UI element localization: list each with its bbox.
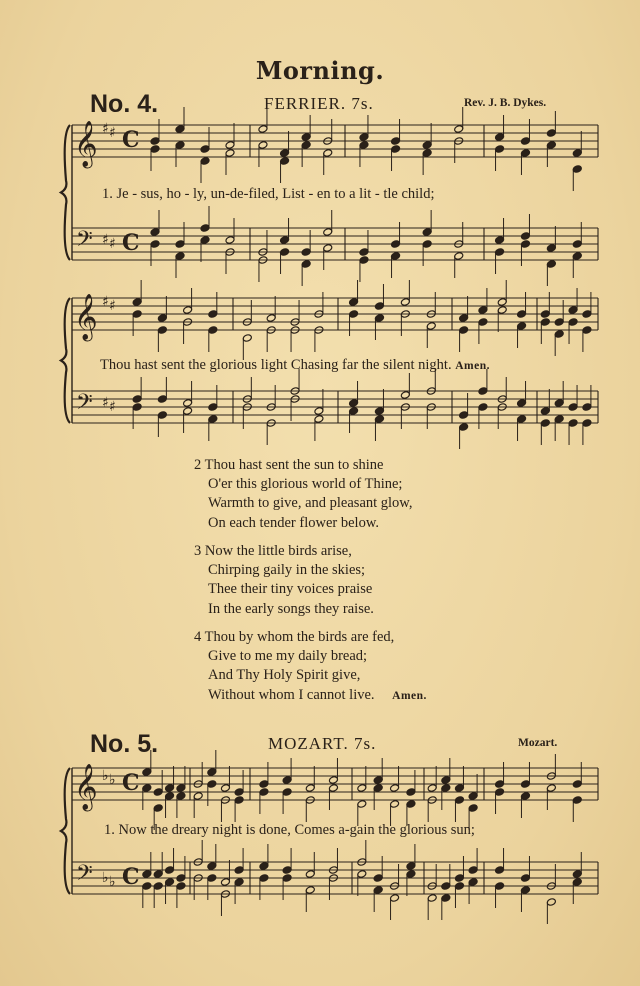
common-time-icon: C <box>122 864 140 890</box>
flat-icon: ♭ <box>102 870 109 886</box>
note-head <box>454 796 464 805</box>
composer-name: Rev. J. B. Dykes. <box>464 97 547 109</box>
note-head <box>406 862 416 871</box>
common-time-icon: C <box>122 230 140 256</box>
note-head <box>582 419 592 428</box>
note-head <box>207 768 217 777</box>
note-head <box>157 411 167 420</box>
note-head <box>349 399 359 408</box>
sharp-icon: ♯ <box>109 298 116 314</box>
note-head <box>391 252 401 261</box>
note-head <box>153 870 163 879</box>
note-head <box>242 334 252 343</box>
note-head <box>357 870 367 879</box>
note-head <box>153 788 163 797</box>
note-head <box>323 228 333 237</box>
lyric-line: 1. Now the dreary night is done, Comes a-gain the glorious sun; <box>104 822 475 838</box>
note-head <box>546 260 556 269</box>
note-head <box>259 780 269 789</box>
note-head <box>495 882 505 891</box>
note-head <box>165 784 175 793</box>
note-head <box>374 314 384 323</box>
note-head <box>207 862 217 871</box>
note-head <box>520 149 530 158</box>
note-head <box>554 415 564 424</box>
note-head <box>176 882 186 891</box>
note-head <box>142 882 152 891</box>
note-head <box>497 298 507 307</box>
note-head <box>554 318 564 327</box>
note-head <box>459 411 469 420</box>
verse-text: Without whom I cannot live. <box>208 686 375 703</box>
note-head <box>301 248 311 257</box>
note-head <box>422 240 432 249</box>
note-head <box>176 792 186 801</box>
note-head <box>175 252 185 261</box>
note-head <box>175 125 185 134</box>
note-head <box>282 788 292 797</box>
note-head <box>225 141 235 150</box>
note-head <box>517 322 527 331</box>
treble-clef-icon: 𝄞 <box>74 121 98 167</box>
note-head <box>225 236 235 245</box>
note-head <box>359 248 369 257</box>
treble-clef-icon: 𝄞 <box>74 294 98 340</box>
note-head <box>234 788 244 797</box>
note-head <box>301 141 311 150</box>
note-head <box>150 228 160 237</box>
note-head <box>150 145 160 154</box>
verse-line: O'er this glorious world of Thine; <box>208 476 403 493</box>
note-head <box>572 149 582 158</box>
note-head <box>323 244 333 253</box>
note-head <box>546 784 556 793</box>
lyric-text: Thou hast sent the glorious light Chasing far the silent night. <box>100 357 452 373</box>
note-head <box>328 776 338 785</box>
verse-line: 4 Thou by whom the birds are fed, <box>194 629 395 645</box>
sharp-icon: ♯ <box>102 294 109 310</box>
note-head <box>305 886 315 895</box>
note-head <box>220 878 230 887</box>
note-head <box>314 407 324 416</box>
brace <box>61 298 70 423</box>
note-head <box>427 894 437 903</box>
verse-line: Warmth to give, and pleasant glow, <box>208 495 413 512</box>
note-head <box>234 866 244 875</box>
note-head <box>157 326 167 335</box>
note-head <box>208 310 218 319</box>
note-head <box>208 415 218 424</box>
note-head <box>406 788 416 797</box>
note-head <box>495 866 505 875</box>
note-head <box>258 125 268 134</box>
note-head <box>546 244 556 253</box>
note-head <box>454 784 464 793</box>
note-head <box>349 407 359 416</box>
note-head <box>520 780 530 789</box>
note-head <box>150 137 160 146</box>
note-head <box>225 149 235 158</box>
note-head <box>391 145 401 154</box>
note-head <box>572 252 582 261</box>
note-head <box>374 302 384 311</box>
note-head <box>142 784 152 793</box>
note-head <box>517 310 527 319</box>
note-head <box>572 165 582 174</box>
note-head <box>572 878 582 887</box>
note-head <box>468 878 478 887</box>
note-head <box>441 776 451 785</box>
note-head <box>426 322 436 331</box>
note-head <box>497 306 507 315</box>
note-head <box>478 318 488 327</box>
common-time-icon: C <box>122 127 140 153</box>
note-head <box>441 882 451 891</box>
note-head <box>520 137 530 146</box>
note-head <box>441 784 451 793</box>
note-head <box>540 407 550 416</box>
note-head <box>390 784 400 793</box>
note-head <box>517 399 527 408</box>
note-head <box>282 776 292 785</box>
note-head <box>280 248 290 257</box>
note-head <box>305 784 315 793</box>
flat-icon: ♭ <box>109 874 116 890</box>
note-head <box>568 306 578 315</box>
note-head <box>568 403 578 412</box>
note-head <box>520 232 530 241</box>
flat-icon: ♭ <box>102 768 109 784</box>
note-head <box>478 306 488 315</box>
note-head <box>459 314 469 323</box>
note-head <box>468 792 478 801</box>
note-head <box>301 260 311 269</box>
tune-name: MOZART. 7s. <box>268 734 377 753</box>
note-head <box>280 157 290 166</box>
note-head <box>157 314 167 323</box>
bass-clef-icon: 𝄢 <box>76 227 93 257</box>
note-head <box>554 330 564 339</box>
note-head <box>572 240 582 249</box>
note-head <box>153 804 163 813</box>
note-head <box>568 318 578 327</box>
note-head <box>468 866 478 875</box>
note-head <box>572 780 582 789</box>
note-head <box>132 298 142 307</box>
bass-clef-icon: 𝄢 <box>76 861 93 891</box>
note-head <box>568 419 578 428</box>
note-head <box>200 145 210 154</box>
note-head <box>468 804 478 813</box>
note-head <box>175 141 185 150</box>
note-head <box>280 236 290 245</box>
note-head <box>280 149 290 158</box>
note-head <box>314 415 324 424</box>
note-head <box>478 403 488 412</box>
note-head <box>390 800 400 809</box>
flat-icon: ♭ <box>109 772 116 788</box>
note-head <box>582 326 592 335</box>
note-head <box>554 399 564 408</box>
note-head <box>259 788 269 797</box>
note-head <box>349 298 359 307</box>
note-head <box>422 149 432 158</box>
note-head <box>422 141 432 150</box>
note-head <box>207 780 217 789</box>
note-head <box>357 784 367 793</box>
note-head <box>517 415 527 424</box>
note-head <box>153 882 163 891</box>
note-head <box>183 399 193 408</box>
note-head <box>359 256 369 265</box>
note-head <box>495 145 505 154</box>
lyric-line: 1. Je - sus, ho - ly, un-de-filed, List - en to a lit - tle child; <box>102 186 435 202</box>
note-head <box>266 314 276 323</box>
note-head <box>406 800 416 809</box>
note-head <box>259 862 269 871</box>
note-head <box>373 886 383 895</box>
amen-label: Amen. <box>455 360 490 372</box>
note-head <box>400 391 410 400</box>
note-head <box>441 894 451 903</box>
note-head <box>540 419 550 428</box>
verse-line: 3 Now the little birds arise, <box>194 543 352 559</box>
note-head <box>157 395 167 404</box>
note-head <box>132 310 142 319</box>
verse-line: 2 Thou hast sent the sun to shine <box>194 457 384 473</box>
note-head <box>572 870 582 879</box>
note-head <box>406 870 416 879</box>
note-head <box>349 310 359 319</box>
note-head <box>150 240 160 249</box>
note-head <box>132 395 142 404</box>
note-head <box>132 403 142 412</box>
note-head <box>359 141 369 150</box>
note-head <box>200 236 210 245</box>
note-head <box>259 874 269 883</box>
amen-label: Amen. <box>392 689 427 702</box>
note-head <box>258 141 268 150</box>
note-head <box>183 306 193 315</box>
note-head <box>427 784 437 793</box>
note-head <box>234 796 244 805</box>
sharp-icon: ♯ <box>102 232 109 248</box>
note-head <box>328 784 338 793</box>
note-head <box>282 874 292 883</box>
note-head <box>391 240 401 249</box>
note-head <box>208 326 218 335</box>
note-head <box>183 407 193 416</box>
page-title: Morning. <box>255 56 385 85</box>
sharp-icon: ♯ <box>102 121 109 137</box>
note-head <box>142 768 152 777</box>
note-head <box>165 792 175 801</box>
note-head <box>422 228 432 237</box>
note-head <box>208 403 218 412</box>
note-head <box>220 784 230 793</box>
note-head <box>546 898 556 907</box>
treble-clef-icon: 𝄞 <box>74 764 98 810</box>
note-head <box>520 886 530 895</box>
note-head <box>495 236 505 245</box>
note-head <box>495 248 505 257</box>
sharp-icon: ♯ <box>109 399 116 415</box>
hymn-number: No. 5. <box>90 730 159 758</box>
note-head <box>495 133 505 142</box>
note-head <box>540 318 550 327</box>
note-head <box>400 298 410 307</box>
note-head <box>200 224 210 233</box>
note-head <box>495 788 505 797</box>
note-head <box>301 133 311 142</box>
verse-line: Chirping gaily in the skies; <box>208 562 366 579</box>
note-head <box>454 874 464 883</box>
note-head <box>305 870 315 879</box>
note-head <box>520 874 530 883</box>
hymn-number: No. 4. <box>90 90 159 118</box>
note-head <box>520 240 530 249</box>
verse-line: Thee their tiny voices praise <box>208 581 373 598</box>
note-head <box>546 141 556 150</box>
verse-line: In the early songs they raise. <box>208 600 374 617</box>
note-head <box>390 894 400 903</box>
note-head <box>193 792 203 801</box>
sharp-icon: ♯ <box>109 125 116 141</box>
note-head <box>357 800 367 809</box>
verse-line: Give to me my daily bread; <box>208 648 368 665</box>
note-head <box>459 423 469 432</box>
note-head <box>142 870 152 879</box>
note-head <box>391 137 401 146</box>
note-head <box>373 776 383 785</box>
verse-line: And Thy Holy Spirit give, <box>208 667 361 684</box>
note-head <box>374 415 384 424</box>
note-head <box>454 882 464 891</box>
note-head <box>359 133 369 142</box>
note-head <box>478 387 488 396</box>
note-head <box>495 780 505 789</box>
note-head <box>207 874 217 883</box>
common-time-icon: C <box>122 770 140 796</box>
note-head <box>323 149 333 158</box>
tune-name: FERRIER. 7s. <box>264 94 374 113</box>
note-head <box>165 878 175 887</box>
brace <box>61 768 70 894</box>
sharp-icon: ♯ <box>102 395 109 411</box>
note-head <box>373 784 383 793</box>
note-head <box>520 792 530 801</box>
note-head <box>165 866 175 875</box>
note-head <box>176 784 186 793</box>
brace <box>61 125 70 260</box>
note-head <box>582 310 592 319</box>
note-head <box>540 310 550 319</box>
note-head <box>374 407 384 416</box>
note-head <box>454 252 464 261</box>
bass-clef-icon: 𝄢 <box>76 390 93 420</box>
note-head <box>176 874 186 883</box>
note-head <box>234 878 244 887</box>
note-head <box>572 796 582 805</box>
sharp-icon: ♯ <box>109 236 116 252</box>
verse-line: On each tender flower below. <box>208 514 379 531</box>
note-head <box>582 403 592 412</box>
note-head <box>200 157 210 166</box>
note-head <box>373 874 383 883</box>
composer-name: Mozart. <box>518 737 558 749</box>
note-head <box>282 866 292 875</box>
note-head <box>546 129 556 138</box>
note-head <box>454 125 464 134</box>
note-head <box>459 326 469 335</box>
note-head <box>175 240 185 249</box>
